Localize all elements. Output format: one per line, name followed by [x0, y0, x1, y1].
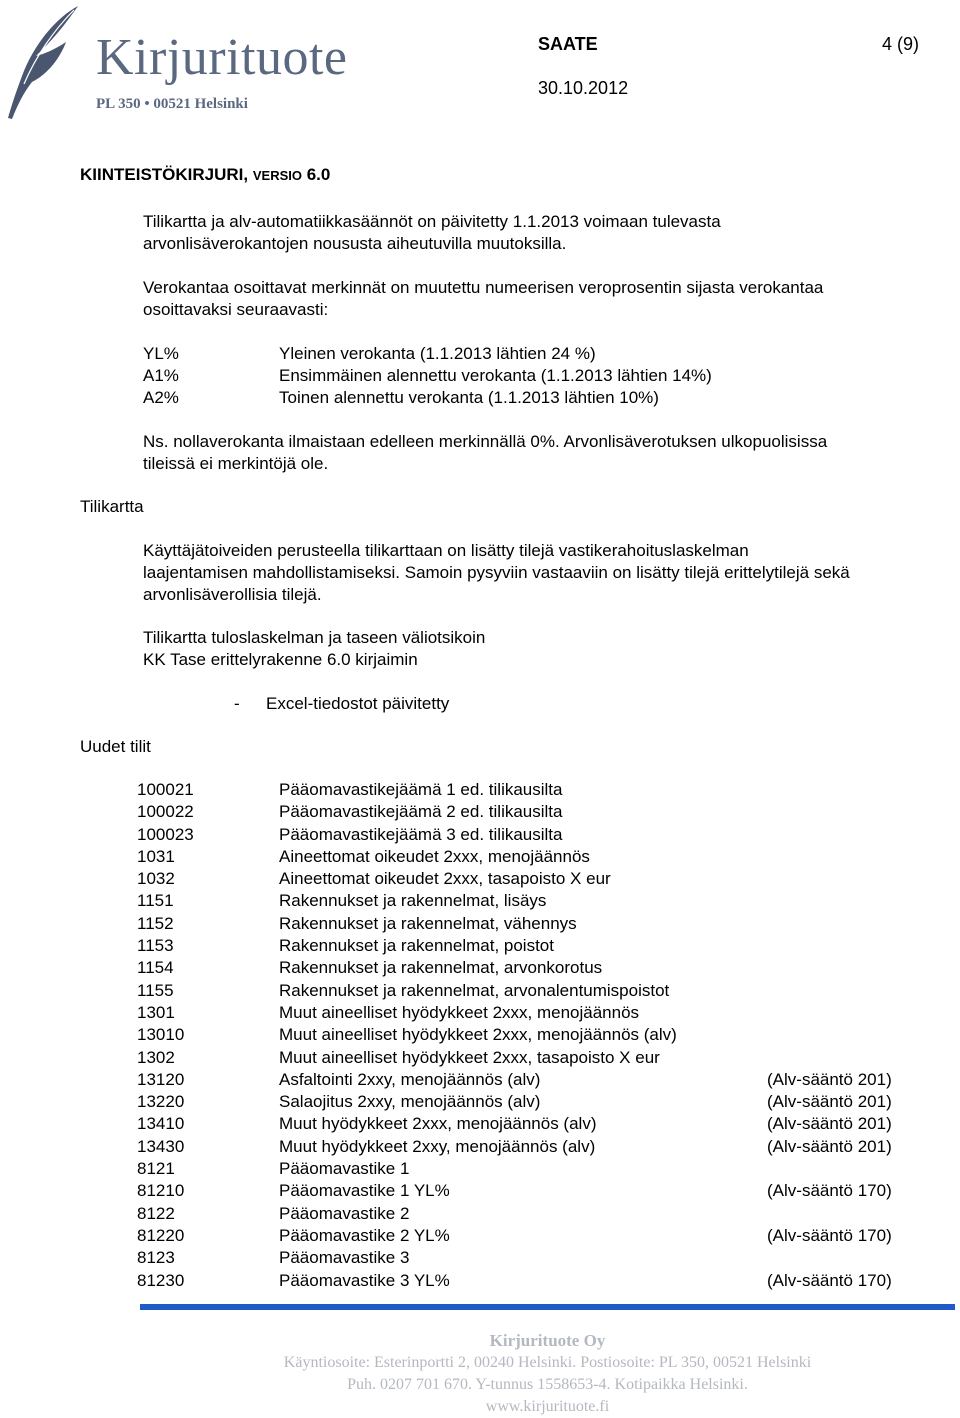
account-vat-rule: (Alv-sääntö 201): [767, 1092, 892, 1112]
account-row: [0, 1180, 960, 1202]
account-row: [0, 1203, 960, 1225]
account-row: [0, 1247, 960, 1269]
title-main: KIINTEISTÖKIRJURI,: [80, 165, 253, 184]
account-row: [0, 1024, 960, 1046]
account-code: 1302: [137, 1047, 175, 1067]
quill-feather-icon: [4, 4, 84, 122]
account-name: Aineettomat oikeudet 2xxx, menojäännös: [279, 846, 590, 866]
account-name: Salaojitus 2xxy, menojäännös (alv): [279, 1092, 541, 1112]
account-row: [0, 846, 960, 868]
account-code: 1155: [137, 980, 174, 1000]
account-row: [0, 957, 960, 979]
section-label-tilikartta: Tilikartta: [80, 497, 144, 516]
page-title: [80, 165, 330, 185]
account-name: Pääomavastike 3: [279, 1248, 410, 1268]
intro-p1-line: Tilikartta ja alv-automatiikkasäännöt on päivitetty 1.1.2013 voimaan tulevasta: [143, 212, 721, 231]
account-name: Muut aineelliset hyödykkeet 2xxx, menojäännös: [279, 1002, 640, 1022]
account-name: Pääomavastike 2 YL%: [279, 1225, 450, 1245]
account-vat-rule: (Alv-sääntö 201): [767, 1136, 892, 1156]
account-code: 1154: [137, 958, 174, 978]
account-vat-rule: (Alv-sääntö 170): [767, 1270, 892, 1290]
account-code: 81220: [137, 1225, 185, 1245]
tilikartta2-line: KK Tase erittelyrakenne 6.0 kirjaimin: [143, 650, 418, 669]
account-code: 13430: [137, 1136, 185, 1156]
account-vat-rule: (Alv-sääntö 201): [767, 1114, 892, 1134]
footer-website: www.kirjurituote.fi: [485, 1398, 610, 1415]
account-vat-rule: (Alv-sääntö 201): [767, 1069, 892, 1089]
intro-paragraph-2: [143, 277, 823, 321]
section-label-uudet-tilit: Uudet tilit: [80, 737, 151, 756]
account-row: [0, 1136, 960, 1158]
tax-code-row: [143, 387, 923, 409]
account-code: 1032: [137, 869, 175, 889]
account-row: [0, 1225, 960, 1247]
tilikartta-paragraph: [143, 540, 850, 606]
account-vat-rule: (Alv-sääntö 170): [767, 1225, 892, 1245]
account-row: [0, 1002, 960, 1024]
account-name: Pääomavastikejäämä 3 ed. tilikausilta: [279, 824, 563, 844]
account-code: 100022: [137, 802, 194, 822]
account-code: 1031: [137, 846, 175, 866]
account-row: [0, 1113, 960, 1135]
account-row: [0, 1270, 960, 1292]
document-type: SAATE: [538, 34, 598, 54]
account-name: Rakennukset ja rakennelmat, arvonkorotus: [279, 958, 603, 978]
account-row: [0, 980, 960, 1002]
footer-address: Käyntiosoite: Esterinportti 2, 00240 Helsinki. Postiosoite: PL 350, 00521 Helsinki: [283, 1354, 812, 1371]
account-row: [0, 779, 960, 801]
bullet-dash: -: [234, 694, 240, 713]
account-name: Rakennukset ja rakennelmat, poistot: [279, 936, 554, 956]
account-row: [0, 1047, 960, 1069]
tilikartta-paragraph-2: [143, 627, 485, 671]
tilikartta-line: Käyttäjätoiveiden perusteella tilikarttaan on lisätty tilejä vastikerahoituslaskelman: [143, 541, 749, 560]
account-code: 13410: [137, 1114, 185, 1134]
account-row: [0, 935, 960, 957]
tax-code-list: [143, 343, 923, 409]
account-name: Pääomavastike 3 YL%: [279, 1270, 450, 1290]
account-code: 13120: [137, 1069, 185, 1089]
account-name: Muut hyödykkeet 2xxy, menojäännös (alv): [279, 1136, 596, 1156]
account-code: 13010: [137, 1025, 185, 1045]
tax-code-description: Yleinen verokanta (1.1.2013 lähtien 24 %): [279, 344, 596, 363]
account-code: 81230: [137, 1270, 185, 1290]
intro-p2-line: Verokantaa osoittavat merkinnät on muutettu numeerisen veroprosentin sijasta verokantaa: [143, 278, 824, 297]
account-name: Rakennukset ja rakennelmat, vähennys: [279, 913, 577, 933]
account-row: [0, 890, 960, 912]
account-code: 100021: [137, 780, 194, 799]
account-code: 1152: [137, 913, 174, 933]
tax-code-description: Toinen alennettu verokanta (1.1.2013 lähtien 10%): [279, 388, 659, 407]
account-row: [0, 913, 960, 935]
logo-wordmark: Kirjurituote: [96, 29, 348, 86]
zero-note-line: tileissä ei merkintöjä ole.: [143, 454, 329, 473]
account-name: Asfaltointi 2xxy, menojäännös (alv): [279, 1069, 541, 1089]
account-code: 81210: [137, 1181, 185, 1201]
account-code: 8123: [137, 1248, 175, 1268]
tilikartta-line: laajentamisen mahdollistamiseksi. Samoin pysyviin vastaaviin on lisätty tilejä erittelytilejä sekä: [143, 563, 850, 582]
account-row: [0, 1091, 960, 1113]
account-code: 8122: [137, 1203, 175, 1223]
tilikartta-line: arvonlisäverollisia tilejä.: [143, 585, 322, 604]
intro-paragraph-1: [143, 211, 721, 255]
account-name: Muut aineelliset hyödykkeet 2xxx, menojäännös (alv): [279, 1025, 677, 1045]
tax-code: YL%: [143, 344, 179, 363]
bullet-text: Excel-tiedostot päivitetty: [266, 694, 450, 713]
account-name: Aineettomat oikeudet 2xxx, tasapoisto X eur: [279, 869, 611, 889]
footer-divider: [140, 1304, 955, 1310]
account-code: 1151: [137, 891, 174, 911]
account-name: Rakennukset ja rakennelmat, arvonalentumispoistot: [279, 980, 670, 1000]
footer-contact: Puh. 0207 701 670. Y-tunnus 1558653-4. Kotipaikka Helsinki.: [347, 1376, 748, 1393]
account-row: [0, 1069, 960, 1091]
footer-company: Kirjurituote Oy: [489, 1331, 606, 1350]
zero-rate-note: [143, 431, 827, 475]
tax-code-row: [143, 365, 923, 387]
tax-code-description: Ensimmäinen alennettu verokanta (1.1.2013 lähtien 14%): [279, 366, 712, 385]
account-code: 13220: [137, 1092, 185, 1112]
account-code: 1153: [137, 936, 174, 956]
intro-p1-line: arvonlisäverokantojen noususta aiheutuvilla muutoksilla.: [143, 234, 567, 253]
tax-code-row: [143, 343, 923, 365]
logo-address: PL 350 • 00521 Helsinki: [96, 96, 248, 112]
title-version-word: VERSIO: [252, 168, 302, 183]
tax-code: A2%: [143, 388, 179, 407]
account-code: 8121: [137, 1159, 175, 1179]
account-name: Muut aineelliset hyödykkeet 2xxx, tasapoisto X eur: [279, 1047, 660, 1067]
intro-p2-line: osoittavaksi seuraavasti:: [143, 300, 329, 319]
account-name: Pääomavastikejäämä 2 ed. tilikausilta: [279, 802, 563, 822]
account-name: Muut hyödykkeet 2xxx, menojäännös (alv): [279, 1114, 597, 1134]
new-accounts-table: [0, 779, 960, 1292]
account-name: Pääomavastike 1: [279, 1159, 410, 1179]
account-name: Rakennukset ja rakennelmat, lisäys: [279, 891, 547, 911]
account-name: Pääomavastikejäämä 1 ed. tilikausilta: [279, 780, 563, 799]
tilikartta2-line: Tilikartta tuloslaskelman ja taseen väliotsikoin: [143, 628, 486, 647]
account-code: 100023: [137, 824, 194, 844]
account-vat-rule: (Alv-sääntö 170): [767, 1181, 892, 1201]
page-number: 4 (9): [882, 34, 920, 54]
title-version-number: 6.0: [301, 165, 331, 184]
account-row: [0, 868, 960, 890]
account-row: [0, 801, 960, 823]
account-name: Pääomavastike 2: [279, 1203, 410, 1223]
zero-note-line: Ns. nollaverokanta ilmaistaan edelleen merkinnällä 0%. Arvonlisäverotuksen ulkopuolisissa: [143, 432, 828, 451]
account-row: [0, 1158, 960, 1180]
account-code: 1301: [137, 1002, 175, 1022]
tax-code: A1%: [143, 366, 179, 385]
account-row: [0, 824, 960, 846]
account-name: Pääomavastike 1 YL%: [279, 1181, 450, 1201]
document-date: 30.10.2012: [538, 78, 629, 98]
footer: [140, 1330, 955, 1418]
